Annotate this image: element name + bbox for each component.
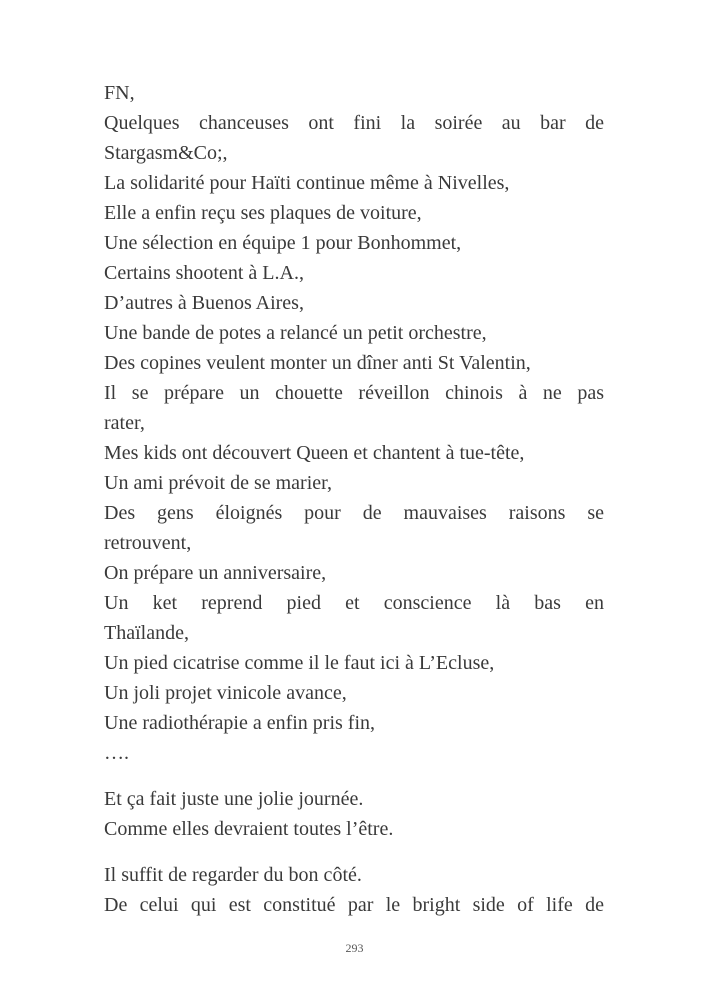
text-line: Elle a enfin reçu ses plaques de voiture,	[104, 202, 422, 224]
text-line: Et ça fait juste une jolie journée.	[104, 788, 364, 810]
text-line: D’autres à Buenos Aires,	[104, 292, 304, 314]
text-line: Un ami prévoit de se marier,	[104, 472, 333, 494]
text-line: Un joli projet vinicole avance,	[104, 682, 347, 704]
text-line: Un ket reprend pied et conscience là bas en	[104, 592, 604, 614]
text-line: Un pied cicatrise comme il le faut ici à L’Ecluse,	[104, 652, 495, 674]
text-line: Stargasm&Co;,	[104, 142, 228, 164]
text-line: Des copines veulent monter un dîner anti St Valentin,	[104, 352, 531, 374]
text-line: Quelques chanceuses ont fini la soirée au bar de	[104, 112, 604, 134]
text-line: Certains shootent à L.A.,	[104, 262, 304, 284]
text-line: Il se prépare un chouette réveillon chinois à ne pas	[104, 382, 604, 404]
text-line: Une bande de potes a relancé un petit orchestre,	[104, 322, 487, 344]
paragraph-block-list	[104, 78, 604, 768]
text-line: Il suffit de regarder du bon côté.	[104, 864, 362, 886]
text-line: rater,	[104, 412, 145, 434]
text-line: On prépare un anniversaire,	[104, 562, 327, 584]
text-line: Des gens éloignés pour de mauvaises raisons se	[104, 502, 604, 524]
paragraph-block-conclusion	[104, 784, 604, 844]
page-number: 293	[345, 941, 364, 955]
text-line: De celui qui est constitué par le bright side of life de	[104, 894, 604, 916]
text-line: Comme elles devraient toutes l’être.	[104, 818, 394, 840]
text-line: FN,	[104, 82, 135, 104]
text-line: Une radiothérapie a enfin pris fin,	[104, 712, 376, 734]
paragraph-block-closing	[104, 860, 604, 920]
text-line: Mes kids ont découvert Queen et chantent à tue-tête,	[104, 442, 525, 464]
book-page-text	[104, 78, 604, 920]
text-line: Thaïlande,	[104, 622, 189, 644]
text-line: Une sélection en équipe 1 pour Bonhommet,	[104, 232, 462, 254]
text-line: ….	[104, 742, 129, 764]
text-line: retrouvent,	[104, 532, 192, 554]
text-line: La solidarité pour Haïti continue même à Nivelles,	[104, 172, 510, 194]
